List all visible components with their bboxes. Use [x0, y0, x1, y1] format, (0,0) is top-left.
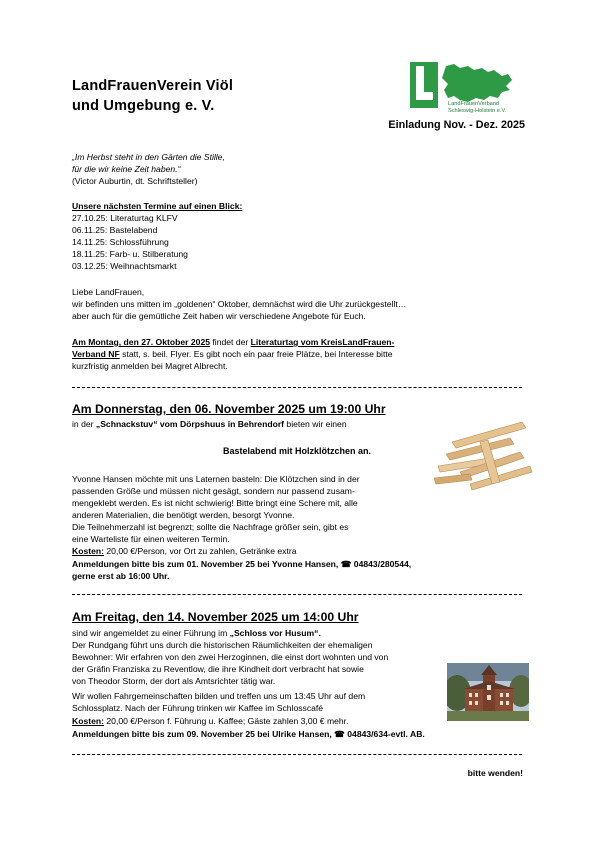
castle-place: „Schloss vor Husum“. [229, 628, 321, 638]
date-item: 27.10.25: Literaturtag KLFV [72, 213, 178, 223]
literature-line2 [72, 349, 393, 361]
castle-intro [72, 628, 321, 640]
divider [72, 754, 522, 755]
org-name-line1: LandFrauenVerein Viöl [72, 78, 234, 94]
date-item: 03.12.25: Weihnachtsmarkt [72, 261, 177, 271]
castle-photo-image [447, 663, 529, 721]
divider [72, 387, 522, 388]
quote-line1: „Im Herbst steht in den Gärten die Stille, [72, 152, 225, 162]
date-item: 18.11.25: Farb- u. Stilberatung [72, 249, 188, 259]
crafts-text-line: Yvonne Hansen möchte mit uns Laternen basteln: Die Klötzchen sind in der [72, 474, 360, 484]
literature-event1: Literaturtag vom KreisLandFrauen- [250, 337, 395, 347]
castle-cost-label: Kosten: [72, 716, 104, 726]
date-item: 06.11.25: Bastelabend [72, 225, 158, 235]
divider [72, 594, 522, 595]
crafts-cost-value: 20,00 €/Person, vor Ort zu zahlen, Getränke extra [104, 546, 297, 556]
crafts-pre: in der [72, 419, 96, 429]
crafts-text-line: anderen Materialien, die benötigt werden, besorgt Yvonne. [72, 510, 295, 520]
literature-line1 [72, 337, 394, 349]
castle-text-line: Bewohner: Wir erfahren von den zwei Herzoginnen, die einst dort wohnten und von [72, 652, 389, 662]
castle-heading-text: Am Freitag, den 14. November 2025 um 14:00 Uhr [72, 610, 359, 624]
greeting: Liebe LandFrauen, [72, 287, 145, 297]
dates-heading: Unsere nächsten Termine auf einen Blick: [72, 201, 243, 211]
turn-page-note: bitte wenden! [467, 768, 523, 778]
crafts-text-line: Die Teilnehmerzahl ist begrenzt; sollte die Nachfrage größer sein, gibt es [72, 522, 349, 532]
castle-cost [72, 716, 348, 728]
castle-text-line: von Theodor Storm, der dort als Amtsrichter tätig war. [72, 676, 276, 686]
intro-line2: aber auch für die gemütliche Zeit haben wir verschiedene Angebote für Euch. [72, 311, 366, 321]
logo-text-line2: Schleswig-Holstein e.V. [448, 108, 507, 114]
logo-text [448, 101, 506, 115]
quote-line2: für die wir keine Zeit haben.“ [72, 164, 181, 174]
castle-registration: Anmeldungen bitte bis zum 09. November 25 bei Ulrike Hansen, ☎ 04843/634-evtl. AB. [72, 729, 425, 739]
crafts-text-line: eine Warteliste für einen weiteren Termin. [72, 534, 230, 544]
crafts-registration-line1: Anmeldungen bitte bis zum 01. November 25 bei Yvonne Hansen, ☎ 04843/280544, [72, 559, 412, 569]
literature-event2: Verband NF [72, 349, 120, 359]
invitation-title: Einladung Nov. - Dez. 2025 [388, 119, 525, 131]
crafts-heading-text: Am Donnerstag, den 06. November 2025 um 19:00 Uhr [72, 402, 386, 416]
crafts-cost [72, 546, 297, 558]
literature-date: Am Montag, den 27. Oktober 2025 [72, 337, 211, 347]
castle-pre: sind wir angemeldet zu einer Führung im [72, 628, 230, 638]
date-item: 14.11.25: Schlossführung [72, 237, 169, 247]
castle-text-line: Schlossplatz. Nach der Führung trinken wir Kaffee im Schlosscafé [72, 703, 324, 713]
literature-line3: kurzfristig anmelden bei Magret Albrecht. [72, 361, 228, 371]
castle-text-line: der Gräfin Franziska zu Reventlow, die ihre Kindheit dort verbracht hat sowie [72, 664, 364, 674]
castle-cost-value: 20,00 €/Person f. Führung u. Kaffee; Gäste zahlen 3,00 € mehr. [104, 716, 349, 726]
wood-blocks-image [430, 412, 535, 494]
crafts-title: Bastelabend mit Holzklötzchen an. [222, 446, 372, 456]
quote-author: (Victor Auburtin, dt. Schriftsteller) [72, 176, 198, 186]
literature-text2: statt, s. beil. Flyer. Es gibt noch ein paar freie Plätze, bei Interesse bitte [119, 349, 393, 359]
crafts-place: „Schnackstuv“ vom Dörpshuus in Behrendorf [95, 419, 285, 429]
literature-text1: findet der [210, 337, 251, 347]
crafts-heading [72, 402, 386, 416]
crafts-intro [72, 419, 347, 431]
crafts-post: bieten wir einen [284, 419, 347, 429]
crafts-text-line: mengeklebt werden. Es ist nicht schwierig! Bitte bringt eine Schere mit, alle [72, 498, 358, 508]
logo-text-line1: LandFrauenVerband [448, 101, 500, 107]
castle-heading [72, 610, 359, 624]
crafts-cost-label: Kosten: [72, 546, 104, 556]
org-name-line2: und Umgebung e. V. [72, 98, 215, 114]
castle-text-line: Wir wollen Fahrgemeinschaften bilden und treffen uns um 13:45 Uhr auf dem [72, 691, 366, 701]
castle-text-line: Der Rundgang führt uns durch die historischen Räumlichkeiten der ehemaligen [72, 640, 373, 650]
crafts-registration-line2: gerne erst ab 16:00 Uhr. [72, 571, 170, 581]
intro-line1: wir befinden uns mitten im „goldenen“ Oktober, demnächst wird die Uhr zurückgestellt… [72, 299, 407, 309]
org-name [72, 76, 233, 116]
crafts-text-line: passenden Größe und müssen nicht gesägt, sondern nur passend zusam- [72, 486, 355, 496]
